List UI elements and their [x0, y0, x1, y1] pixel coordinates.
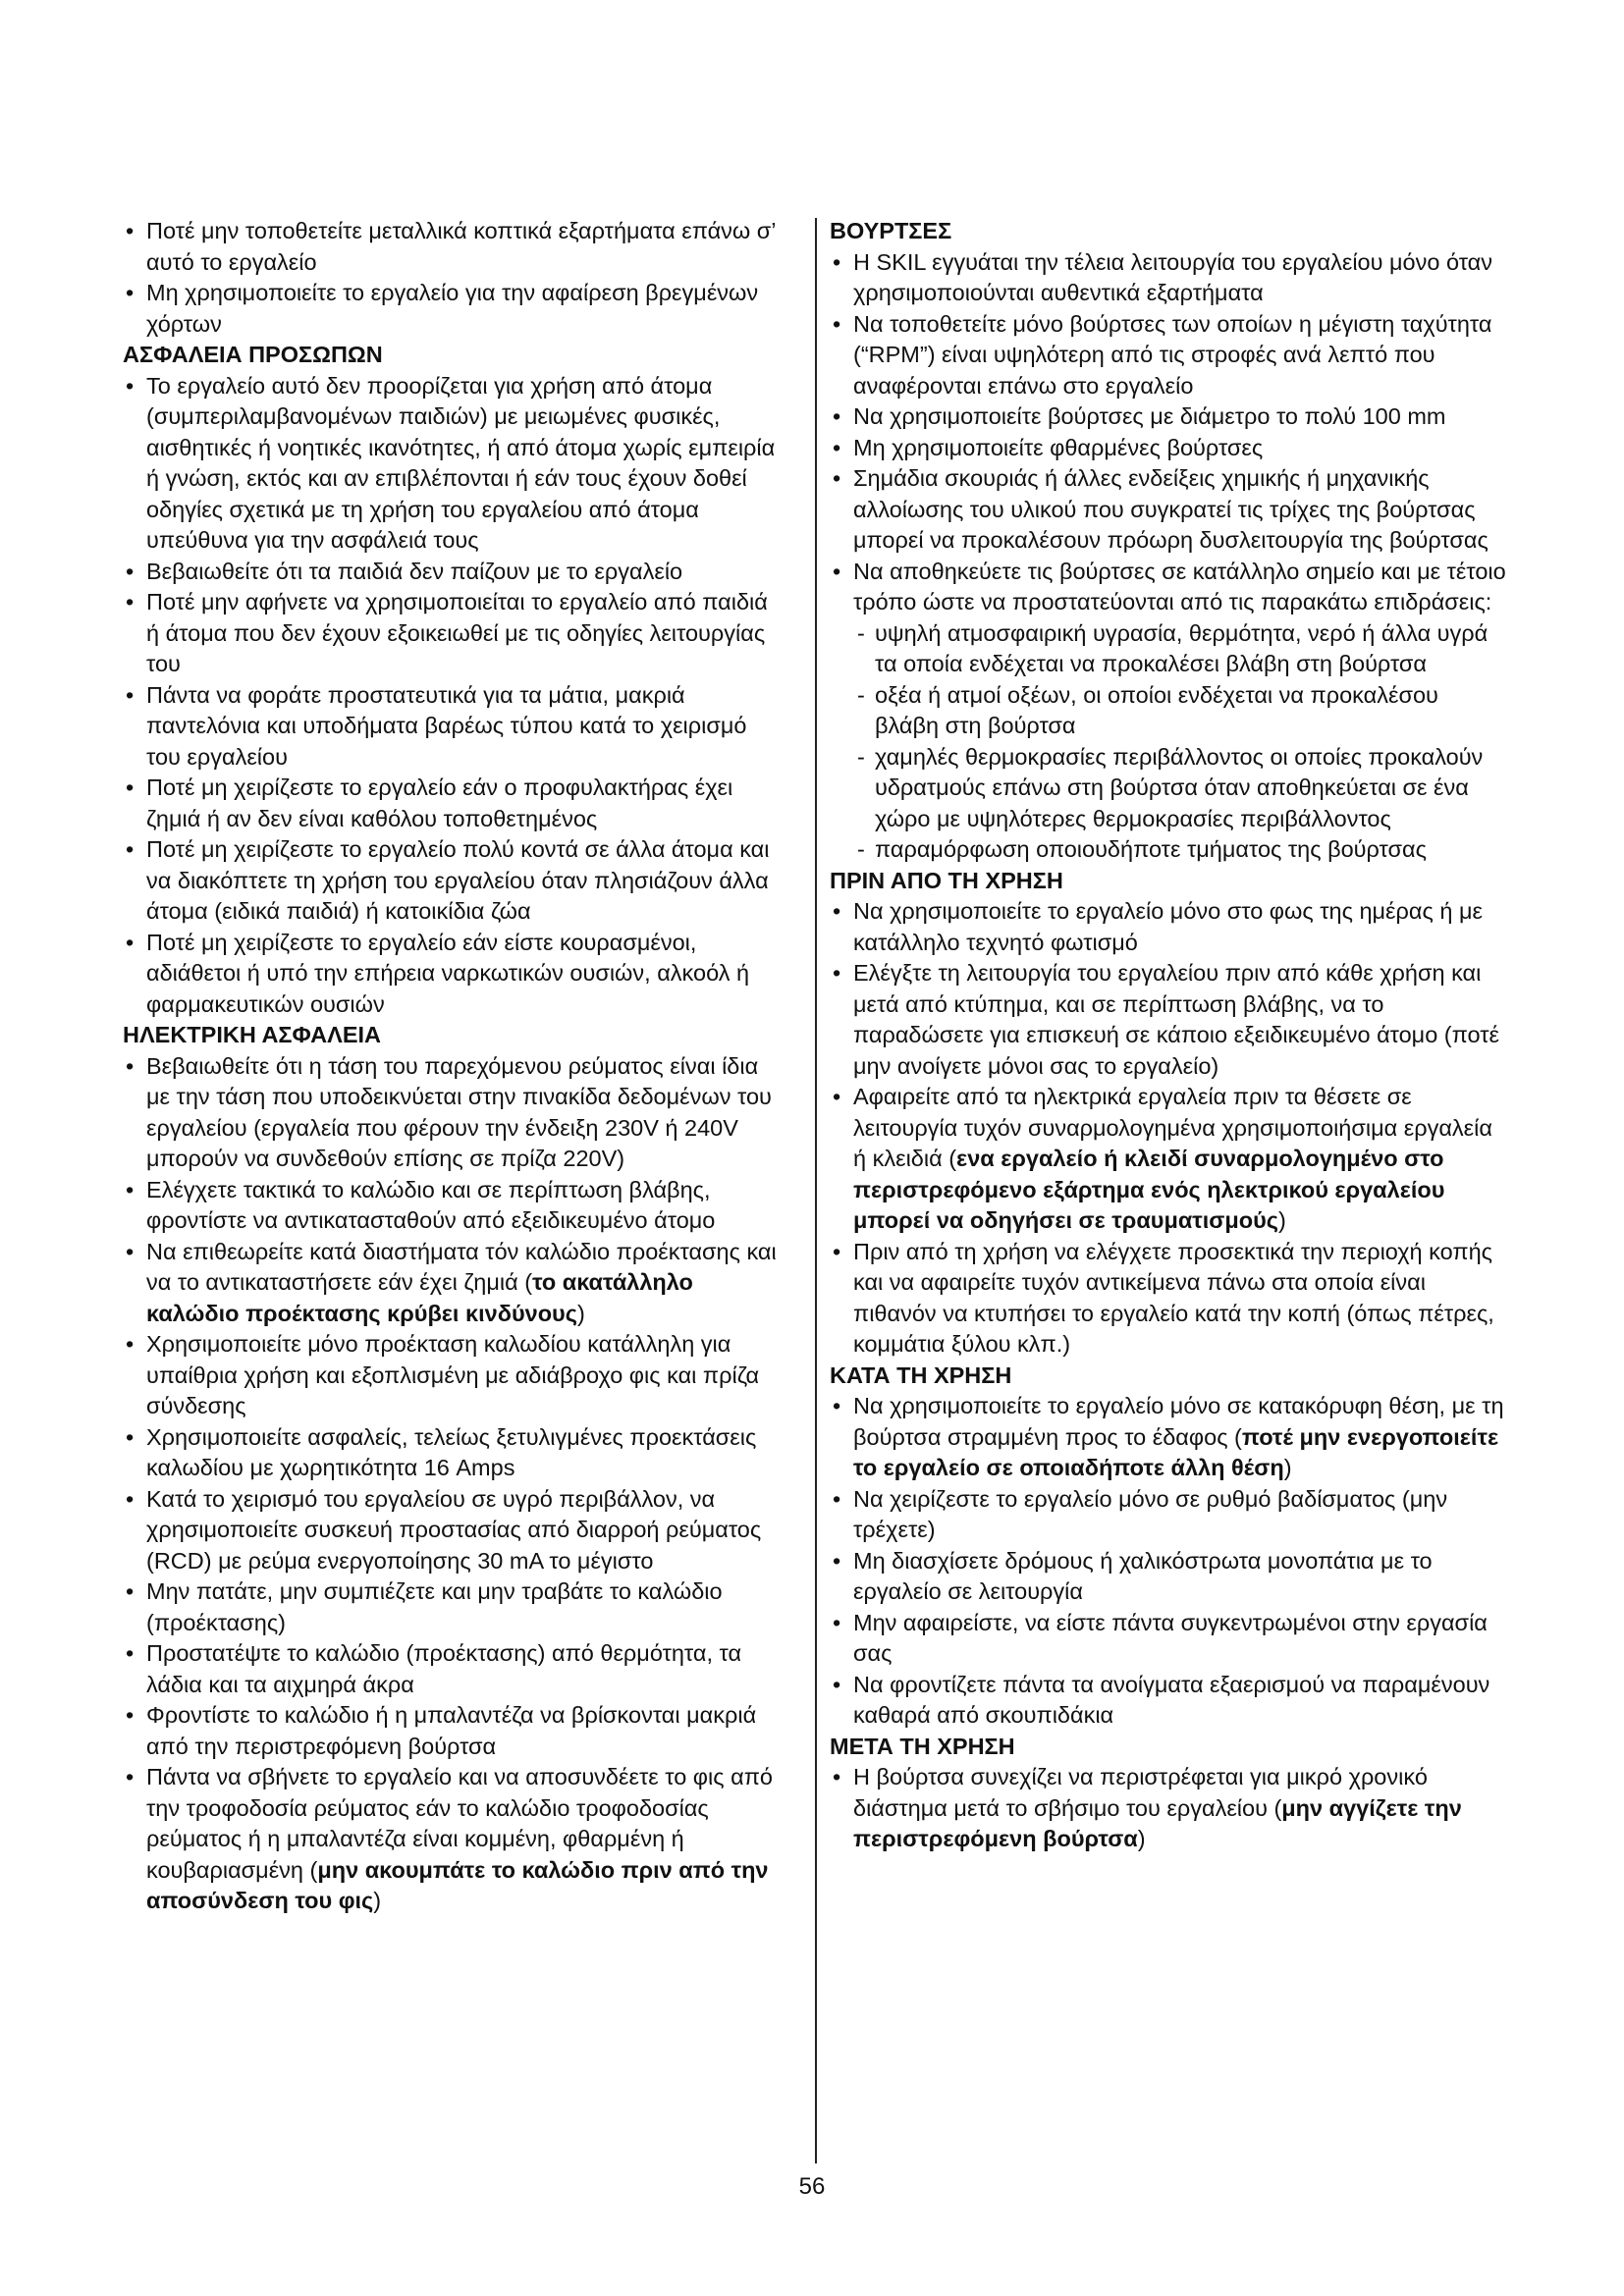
- section-heading-after-use: ΜΕΤΑ ΤΗ ΧΡΗΣΗ: [830, 1733, 1015, 1759]
- list-item: • Ποτέ μη χειρίζεστε το εργαλείο πολύ κοντά σε άλλα άτομα και να διακόπτετε τη χρήση του εργαλείου όταν πλησιάζουν άλλα άτομα (ειδικά παιδιά) ή κατοικίδια ζώα: [123, 834, 785, 928]
- left-column: [123, 216, 785, 1917]
- list-item: • Πάντα να φοράτε προστατευτικά για τα μάτια, μακριά παντελόνια και υποδήματα βαρέως τύπου κατά το χειρισμό του εργαλείου: [123, 680, 785, 774]
- sub-list-item: - χαμηλές θερμοκρασίες περιβάλλοντος οι οποίες προκαλούν υδρατμούς επάνω στη βούρτσα όταν αποθηκεύεται σε ένα χώρο με υψηλότερες θερμοκρασίες περιβάλλοντος: [853, 742, 1507, 835]
- list-item: • Χρησιμοποιείτε ασφαλείς, τελείως ξετυλιγμένες προεκτάσεις καλωδίου με χωρητικότητα 16 Amps: [123, 1422, 785, 1484]
- item-text: Πάντα να σβήνετε το εργαλείο και να αποσυνδέετε το φις από την τροφοδοσία ρεύματος εάν το καλώδιο τροφοδοσίας ρεύματος ή η μπαλαντέζα είναι κομμένη, φθαρμένη ή κουβαριασμένη (: [146, 1764, 773, 1883]
- item-text-end: ): [1278, 1207, 1286, 1233]
- section-heading-brushes: ΒΟΥΡΤΣΕΣ: [830, 218, 952, 243]
- list-item: • Χρησιμοποιείτε μόνο προέκταση καλωδίου κατάλληλη για υπαίθρια χρήση και εξοπλισμένη με αδιάβροχο φις και πρίζα σύνδεσης: [123, 1329, 785, 1422]
- sub-list-item: - παραμόρφωση οποιουδήποτε τμήματος της βούρτσας: [853, 834, 1507, 866]
- section-heading-during-use: ΚΑΤΑ ΤΗ ΧΡΗΣΗ: [830, 1362, 1012, 1388]
- list-item: [830, 1391, 1507, 1484]
- list-item: • Προστατέψτε το καλώδιο (προέκτασης) από θερμότητα, τα λάδια και τα αιχμηρά άκρα: [123, 1638, 785, 1700]
- warning-text: μην αγγίζετε την περιστρεφόμενη βούρτσα: [853, 1794, 1462, 1851]
- list-item: • Ελέγχετε τακτικά το καλώδιο και σε περίπτωση βλάβης, φροντίστε να αντικατασταθούν από εξειδικευμένο άτομο: [123, 1175, 785, 1237]
- list-item: • Ποτέ μη χειρίζεστε το εργαλείο εάν ο προφυλακτήρας έχει ζημιά ή αν δεν είναι καθόλου τοποθετημένος: [123, 773, 785, 834]
- item-text: Αφαιρείτε από τα ηλεκτρικά εργαλεία πριν τα θέσετε σε λειτουργία τυχόν συναρμολογημένα χρησιμοποιήσιμα εργαλεία ή κλειδιά (: [853, 1084, 1492, 1171]
- section-heading-before-use: ΠΡΙΝ ΑΠΟ ΤΗ ΧΡΗΣΗ: [830, 867, 1063, 893]
- list-item: [830, 1762, 1507, 1855]
- storage-conditions-list: [853, 618, 1507, 866]
- list-item: • Να φροντίζετε πάντα τα ανοίγματα εξαερισμού να παραμένουν καθαρά από σκουπιδάκια: [830, 1670, 1507, 1732]
- right-column: [830, 216, 1507, 1855]
- list-item: • Κατά το χειρισμό του εργαλείου σε υγρό περιβάλλον, να χρησιμοποιείτε συσκευή προστασίας από διαρροή ρεύματος (RCD) με ρεύμα ενεργοποίησης 30 mA το μέγιστο: [123, 1484, 785, 1577]
- list-item: • Το εργαλείο αυτό δεν προορίζεται για χρήση από άτομα (συμπεριλαμβανομένων παιδιών) με μειωμένες φυσικές, αισθητικές ή νοητικές ικανότητες, ή από άτομα χωρίς εμπειρία ή γνώση, εκτός και αν επιβλέπονται ή εάν τους έχουν δοθεί οδηγίες σχετικά με τη χρήση του εργαλείου από άτομα υπεύθυνα για την ασφάλειά τους: [123, 371, 785, 557]
- list-item: • Η SKIL εγγυάται την τέλεια λειτουργία του εργαλείου μόνο όταν χρησιμοποιούνται αυθεντικά εξαρτήματα: [830, 247, 1507, 309]
- list-item: • Να χρησιμοποιείτε το εργαλείο μόνο στο φως της ημέρας ή με κατάλληλο τεχνητό φωτισμό: [830, 896, 1507, 958]
- warning-text: το ακατάλληλο καλώδιο προέκτασης κρύβει κινδύνους: [146, 1269, 693, 1326]
- item-text: • Να αποθηκεύετε τις βούρτσες σε κατάλληλο σημείο και με τέτοιο τρόπο ώστε να προστατεύονται από τις παρακάτω επιδράσεις:: [853, 558, 1506, 614]
- list-item: [830, 557, 1507, 866]
- list-item: • Βεβαιωθείτε ότι τα παιδιά δεν παίζουν με το εργαλείο: [123, 557, 785, 588]
- after-use-list: [830, 1762, 1507, 1855]
- list-item: • Μη διασχίσετε δρόμους ή χαλικόστρωτα μονοπάτια με το εργαλείο σε λειτουργία: [830, 1546, 1507, 1608]
- warning-text: ενα εργαλείο ή κλειδί συναρμολογημένο στο περιστρεφόμενο εξάρτημα ενός ηλεκτρικού εργαλείου μπορεί να οδηγήσει σε τραυματισμούς: [853, 1146, 1445, 1233]
- section-heading-electrical-safety: ΗΛΕΚΤΡΙΚΗ ΑΣΦΑΛΕΙΑ: [123, 1022, 381, 1047]
- item-text-end: ): [576, 1300, 585, 1326]
- list-item: [123, 1762, 785, 1917]
- sub-list-item: - οξέα ή ατμοί οξέων, οι οποίοι ενδέχεται να προκαλέσου βλάβη στη βούρτσα: [853, 680, 1507, 742]
- section-heading-personal-safety: ΑΣΦΑΛΕΙΑ ΠΡΟΣΩΠΩΝ: [123, 342, 383, 367]
- list-item: • Ποτέ μη χειρίζεστε το εργαλείο εάν είστε κουρασμένοι, αδιάθετοι ή υπό την επήρεια ναρκωτικών ουσιών, αλκοόλ ή φαρμακευτικών ουσιών: [123, 928, 785, 1021]
- list-item: [123, 1237, 785, 1330]
- list-item: • Ελέγξτε τη λειτουργία του εργαλείου πριν από κάθε χρήση και μετά από κτύπημα, και σε περίπτωση βλάβης, να το παραδώσετε για επισκευή σε κάποιο εξειδικευμένο άτομο (ποτέ μην ανοίγετε μόνοι σας το εργαλείο): [830, 958, 1507, 1082]
- list-item: • Ποτέ μην τοποθετείτε μεταλλικά κοπτικά εξαρτήματα επάνω σ’ αυτό το εργαλείο: [123, 216, 785, 278]
- warning-text: ποτέ μην ενεργοποιείτε το εργαλείο σε οποιαδήποτε άλλη θέση: [853, 1423, 1499, 1480]
- item-text-end: ): [1137, 1826, 1146, 1851]
- item-text-end: ): [1283, 1455, 1292, 1480]
- personal-safety-list: [123, 371, 785, 1021]
- list-item: [830, 1082, 1507, 1237]
- brushes-list: [830, 247, 1507, 866]
- list-item: • Μην πατάτε, μην συμπιέζετε και μην τραβάτε το καλώδιο (προέκτασης): [123, 1576, 785, 1638]
- intro-list: [123, 216, 785, 340]
- list-item: • Να τοποθετείτε μόνο βούρτσες των οποίων η μέγιστη ταχύτητα (“RPM”) είναι υψηλότερη από τις στροφές ανά λεπτό που αναφέρονται επάνω στο εργαλείο: [830, 309, 1507, 402]
- page-number: 56: [798, 2173, 826, 2200]
- list-item: • Μη χρησιμοποιείτε το εργαλείο για την αφαίρεση βρεγμένων χόρτων: [123, 278, 785, 340]
- column-divider: [815, 218, 817, 2163]
- sub-list-item: - υψηλή ατμοσφαιρική υγρασία, θερμότητα, νερό ή άλλα υγρά τα οποία ενδέχεται να προκαλέσει βλάβη στη βούρτσα: [853, 618, 1507, 680]
- list-item: • Μην αφαιρείστε, να είστε πάντα συγκεντρωμένοι στην εργασία σας: [830, 1608, 1507, 1670]
- during-use-list: [830, 1391, 1507, 1732]
- list-item: • Βεβαιωθείτε ότι η τάση του παρεχόμενου ρεύματος είναι ίδια με την τάση που υποδεικνύεται στην πινακίδα δεδομένων του εργαλείου (εργαλεία που φέρουν την ένδειξη 230V ή 240V μπορούν να συνδεθούν επίσης σε πρίζα 220V): [123, 1051, 785, 1175]
- item-text: Να χρησιμοποιείτε το εργαλείο μόνο σε κατακόρυφη θέση, με τη βούρτσα στραμμένη προς το έδαφος (: [853, 1393, 1504, 1450]
- warning-text: μην ακουμπάτε το καλώδιο πριν από την αποσύνδεση του φις: [146, 1856, 769, 1913]
- list-item: • Να χρησιμοποιείτε βούρτσες με διάμετρο το πολύ 100 mm: [830, 401, 1507, 433]
- list-item: • Φροντίστε το καλώδιο ή η μπαλαντέζα να βρίσκονται μακριά από την περιστρεφόμενη βούρτσα: [123, 1700, 785, 1762]
- list-item: • Να χειρίζεστε το εργαλείο μόνο σε ρυθμό βαδίσματος (μην τρέχετε): [830, 1484, 1507, 1546]
- electrical-safety-list: [123, 1051, 785, 1917]
- list-item: • Πριν από τη χρήση να ελέγχετε προσεκτικά την περιοχή κοπής και να αφαιρείτε τυχόν αντικείμενα πάνω στα οποία είναι πιθανόν να κτυπήσει το εργαλείο κατά την κοπή (όπως πέτρες, κομμάτια ξύλου κλπ.): [830, 1237, 1507, 1361]
- list-item: • Ποτέ μην αφήνετε να χρησιμοποιείται το εργαλείο από παιδιά ή άτομα που δεν έχουν εξοικειωθεί με τις οδηγίες λειτουργίας του: [123, 587, 785, 680]
- before-use-list: [830, 896, 1507, 1361]
- item-text-end: ): [373, 1888, 382, 1913]
- list-item: • Σημάδια σκουριάς ή άλλες ενδείξεις χημικής ή μηχανικής αλλοίωσης του υλικού που συγκρατεί τις τρίχες της βούρτσας μπορεί να προκαλέσουν πρόωρη δυσλειτουργία της βούρτσας: [830, 463, 1507, 557]
- list-item: • Μη χρησιμοποιείτε φθαρμένες βούρτσες: [830, 433, 1507, 464]
- item-text: Η βούρτσα συνεχίζει να περιστρέφεται για μικρό χρονικό διάστημα μετά το σβήσιμο του εργαλείου (: [853, 1764, 1428, 1821]
- item-text: Να επιθεωρείτε κατά διαστήματα τόν καλώδιο προέκτασης και να το αντικαταστήσετε εάν έχει ζημιά (: [146, 1238, 777, 1295]
